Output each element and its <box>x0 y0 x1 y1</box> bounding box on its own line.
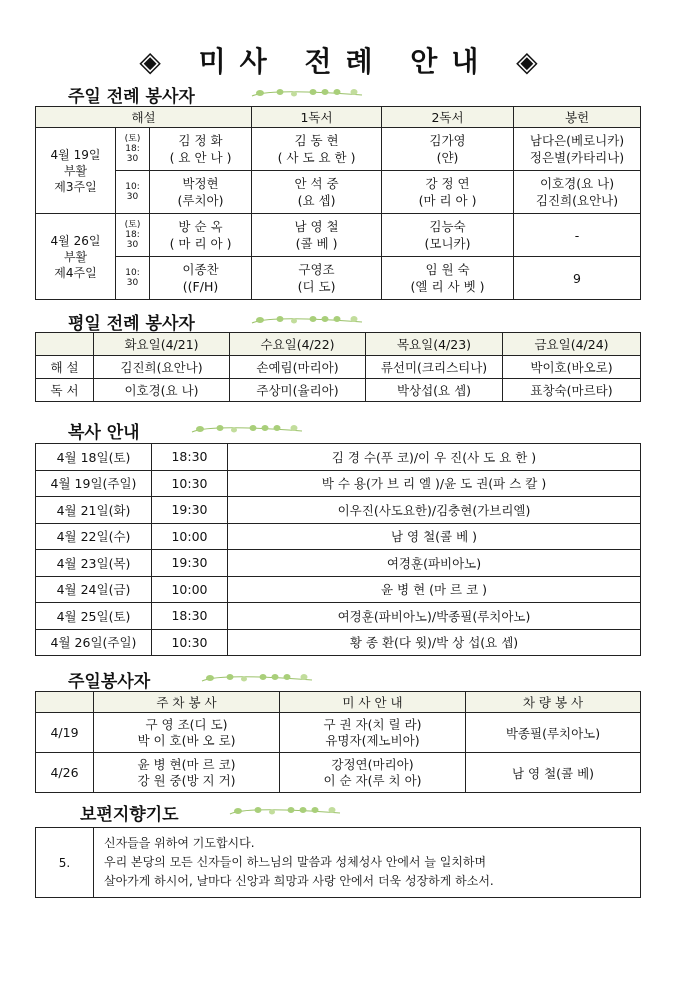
leaf-decoration-icon <box>190 422 305 436</box>
corner-cell <box>36 692 94 713</box>
server-cell: 안 석 중 (요 셉) <box>252 171 382 214</box>
altar-names: 윤 병 현 (마 르 코 ) <box>228 576 641 603</box>
vehicle-volunteer: 남 영 철(콜 베) <box>466 753 641 793</box>
header-vehicle: 차 량 봉 사 <box>466 692 641 713</box>
server-cell: 이종찬 ((F/H) <box>150 257 252 300</box>
altar-names: 남 영 철(콜 베 ) <box>228 523 641 550</box>
header-mass-guide: 미 사 안 내 <box>280 692 466 713</box>
table-row <box>36 523 641 550</box>
altar-time: 10:30 <box>152 629 228 656</box>
universal-prayer-table <box>35 827 641 898</box>
mass-time-cell: (토) 18: 30 <box>116 128 150 171</box>
altar-time: 18:30 <box>152 444 228 471</box>
section-heading-altar-servers: 복사 안내 <box>68 423 140 443</box>
weekday-header: 수요일(4/22) <box>230 333 366 356</box>
weekday-server: 김진희(요안나) <box>94 356 230 379</box>
prayer-text: 신자들을 위하여 기도합시다. 우리 본당의 모든 신자들이 하느님의 말씀과 성체성사 안에서 늘 일치하며 살아가게 하시어, 날마다 신앙과 희망과 사랑 안에서 더욱 성장하게 하소서. <box>94 828 641 898</box>
altar-date: 4월 18일(토) <box>36 444 152 471</box>
altar-names: 박 수 용(가 브 리 엘 )/윤 도 권(파 스 칼 ) <box>228 470 641 497</box>
section-heading-sunday-volunteers: 주일봉사자 <box>68 672 151 692</box>
altar-time: 10:30 <box>152 470 228 497</box>
leaf-decoration-icon <box>228 804 343 818</box>
server-cell: 박정현 (루치아) <box>150 171 252 214</box>
server-cell: 남 영 철 (콜 베 ) <box>252 214 382 257</box>
mass-time-cell: 10: 30 <box>116 257 150 300</box>
altar-names: 여경훈(파비아노)/박종필(루치아노) <box>228 603 641 630</box>
weekday-server: 표창숙(마르타) <box>503 379 641 402</box>
server-cell: 강 정 연 (마 리 아 ) <box>382 171 514 214</box>
section-heading-universal-prayer: 보편지향기도 <box>80 805 179 825</box>
weekday-header: 화요일(4/21) <box>94 333 230 356</box>
sunday-servers-table <box>35 106 641 300</box>
volunteer-date: 4/19 <box>36 713 94 753</box>
table-row <box>36 470 641 497</box>
weekday-servers-table <box>35 332 641 402</box>
parking-volunteers: 구 영 조(디 도) 박 이 호(바 오 로) <box>94 713 280 753</box>
altar-time: 19:30 <box>152 550 228 577</box>
weekday-server: 손예림(마리아) <box>230 356 366 379</box>
mass-time-cell: 10: 30 <box>116 171 150 214</box>
server-cell: 김 동 현 ( 사 도 요 한 ) <box>252 128 382 171</box>
weekday-header: 목요일(4/23) <box>366 333 503 356</box>
sunday-volunteers-table <box>35 691 641 793</box>
table-row <box>36 603 641 630</box>
guide-volunteers: 구 권 자(치 릴 라) 유명자(제노비아) <box>280 713 466 753</box>
altar-names: 황 종 환(다 윗)/박 상 섭(요 셉) <box>228 629 641 656</box>
altar-date: 4월 25일(토) <box>36 603 152 630</box>
server-cell: 이호경(요 나) 김진희(요안나) <box>514 171 641 214</box>
header-commentary: 해설 <box>36 107 252 128</box>
server-cell: 구영조 (디 도) <box>252 257 382 300</box>
leaf-decoration-icon <box>250 313 365 327</box>
server-cell: 9 <box>514 257 641 300</box>
leaf-decoration-icon <box>250 86 365 100</box>
server-cell: 방 순 옥 ( 마 리 아 ) <box>150 214 252 257</box>
weekday-server: 류선미(크리스티나) <box>366 356 503 379</box>
table-row <box>36 497 641 524</box>
server-cell: 김 정 화 ( 요 안 나 ) <box>150 128 252 171</box>
altar-date: 4월 26일(주일) <box>36 629 152 656</box>
altar-servers-table <box>35 443 641 656</box>
header-offertory: 봉헌 <box>514 107 641 128</box>
altar-date: 4월 21일(화) <box>36 497 152 524</box>
weekday-server: 이호경(요 나) <box>94 379 230 402</box>
section-heading-weekday-servers: 평일 전례 봉사자 <box>68 314 195 334</box>
section-heading-sunday-servers: 주일 전례 봉사자 <box>68 87 195 107</box>
server-cell: 김능숙 (모니카) <box>382 214 514 257</box>
altar-time: 10:00 <box>152 576 228 603</box>
altar-time: 10:00 <box>152 523 228 550</box>
vehicle-volunteer: 박종필(루치아노) <box>466 713 641 753</box>
leaf-decoration-icon <box>200 671 315 685</box>
altar-names: 여경훈(파비아노) <box>228 550 641 577</box>
volunteer-date: 4/26 <box>36 753 94 793</box>
prayer-number: 5. <box>36 828 94 898</box>
altar-date: 4월 19일(주일) <box>36 470 152 497</box>
page-title: ◈ 미사 전례 안내 ◈ <box>139 45 552 78</box>
table-row <box>36 576 641 603</box>
header-parking: 주 차 봉 사 <box>94 692 280 713</box>
weekday-server: 박상섭(요 셉) <box>366 379 503 402</box>
mass-time-cell: (토) 18: 30 <box>116 214 150 257</box>
weekday-server: 주상미(율리아) <box>230 379 366 402</box>
corner-cell <box>36 333 94 356</box>
header-first-reading: 1독서 <box>252 107 382 128</box>
altar-date: 4월 22일(수) <box>36 523 152 550</box>
weekday-header: 금요일(4/24) <box>503 333 641 356</box>
table-row <box>36 550 641 577</box>
guide-volunteers: 강정연(마리아) 이 순 자(루 치 아) <box>280 753 466 793</box>
altar-time: 19:30 <box>152 497 228 524</box>
role-label: 독 서 <box>36 379 94 402</box>
header-second-reading: 2독서 <box>382 107 514 128</box>
weekday-server: 박이호(바오로) <box>503 356 641 379</box>
server-cell: 남다은(베로니카) 정은별(카타리나) <box>514 128 641 171</box>
table-row <box>36 629 641 656</box>
altar-names: 이우진(사도요한)/김충현(가브리엘) <box>228 497 641 524</box>
parking-volunteers: 윤 병 현(마 르 코) 강 원 중(방 지 거) <box>94 753 280 793</box>
server-cell: - <box>514 214 641 257</box>
altar-date: 4월 23일(목) <box>36 550 152 577</box>
role-label: 해 설 <box>36 356 94 379</box>
altar-time: 18:30 <box>152 603 228 630</box>
server-cell: 김가영 (얀) <box>382 128 514 171</box>
server-cell: 임 원 숙 (엘 리 사 벳 ) <box>382 257 514 300</box>
sunday-date-cell: 4월 19일 부활 제3주일 <box>36 128 116 214</box>
altar-names: 김 경 수(푸 코)/이 우 진(사 도 요 한 ) <box>228 444 641 471</box>
table-row <box>36 444 641 471</box>
sunday-date-cell: 4월 26일 부활 제4주일 <box>36 214 116 300</box>
altar-date: 4월 24일(금) <box>36 576 152 603</box>
